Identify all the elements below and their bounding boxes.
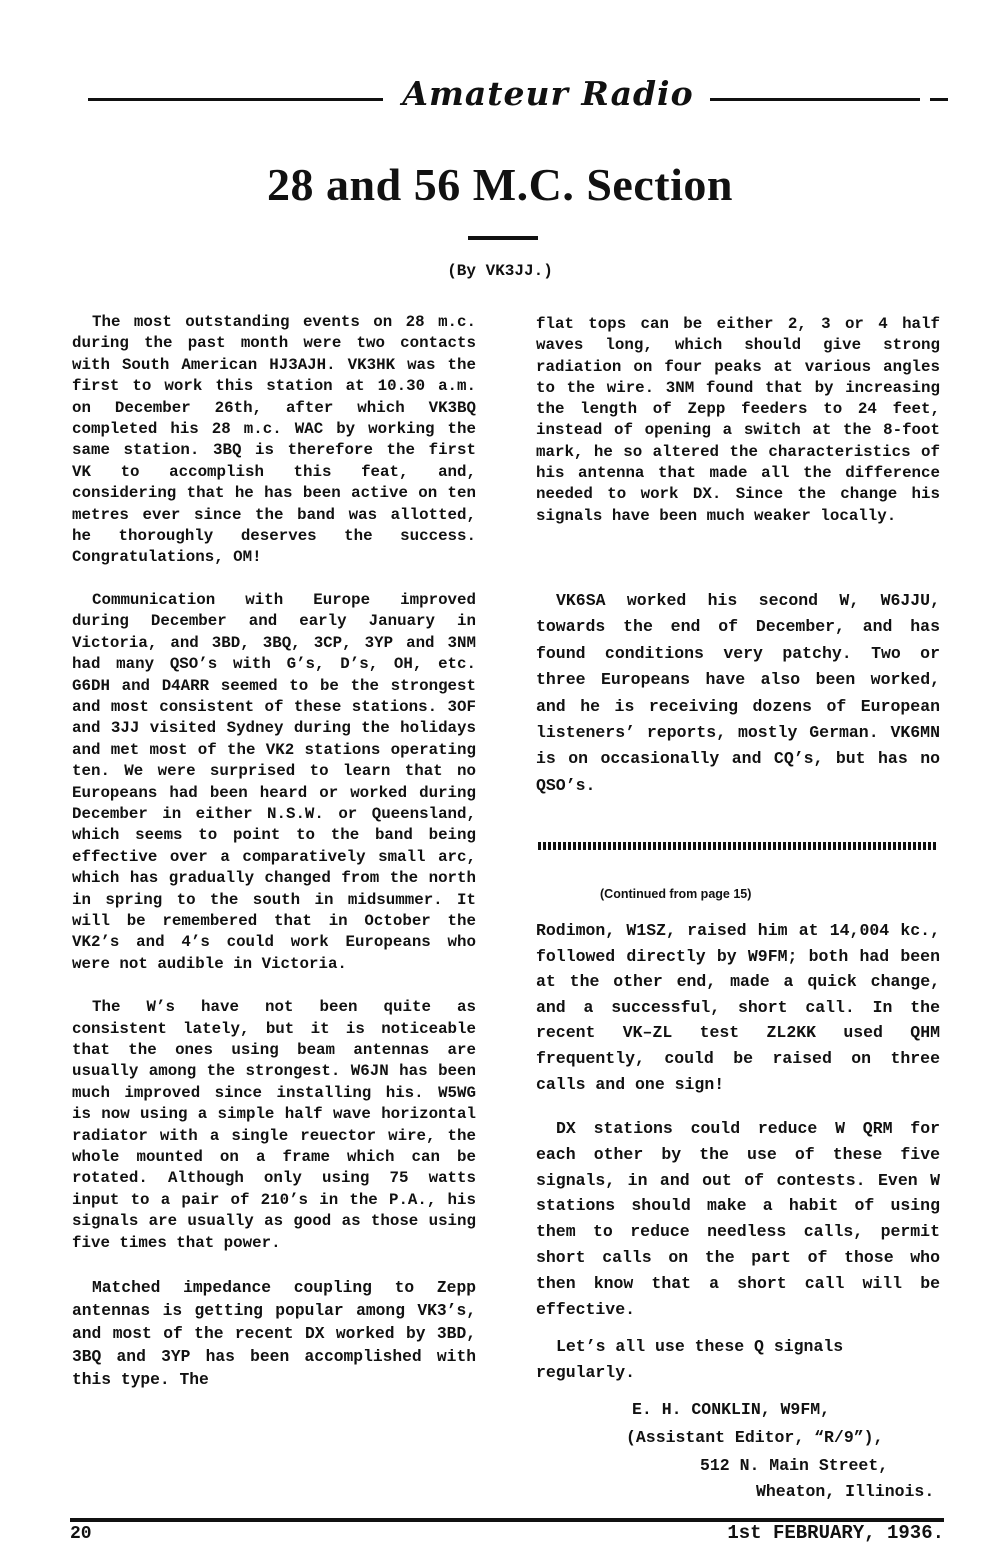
paragraph-left-2: Communication with Europe improved during December and early January in Victoria, and 3BD, 3BQ, 3CP, 3YP and 3NM had many QSO’s with G’s, D’s, OH, etc. G6DH and D4ARR seemed to be the strongest and most consistent of these stations. 3OF and 3JJ visited Sydney during the holidays and met most of the VK2 stations operating ten. We were surprised to learn that no Europeans had been heard or worked during December in either N.S.W. or Queensland, which seems to point to the band being effective over a comparatively small arc, which has gradually changed from the north in spring to the south in midsummer. It will be remembered that in October the VK2’s and 4’s could work Europeans who were not audible in Victoria.: [72, 590, 476, 973]
continued-paragraph-3: Let’s all use these Q signals regularly.: [536, 1337, 844, 1382]
continued-label: (Continued from page 15): [600, 887, 752, 901]
title-divider: [468, 236, 538, 240]
article-title: 28 and 56 M.C. Section: [267, 159, 733, 210]
paragraph-left-4: Matched impedance coupling to Zepp antennas is getting popular among VK3’s, and most of the recent DX worked by 3BD, 3BQ and 3YP has been accomplished with this type. The: [72, 1278, 476, 1390]
signature-name: E. H. CONKLIN, W9FM,: [632, 1400, 831, 1419]
article-byline: (By VK3JJ.): [447, 262, 553, 280]
issue-date: 1st FEBRUARY, 1936.: [727, 1522, 944, 1544]
page-number: 20: [70, 1524, 92, 1544]
signature-role: (Assistant Editor, “R/9”),: [626, 1428, 884, 1447]
masthead-rule-gap: [920, 96, 930, 103]
signature-city: Wheaton, Illinois.: [756, 1482, 935, 1501]
masthead-title: Amateur Radio: [402, 74, 694, 113]
right-column-top: [536, 314, 940, 527]
continued-paragraph-2: DX stations could reduce W QRM for each other by the use of these five signals, in and out of contests. Even W stations should make a habit of using them to reduce needless calls, permit short calls on the part of those who then know that a short call will be effective.: [536, 1119, 940, 1319]
dotted-separator: [538, 842, 938, 850]
masthead: [88, 72, 948, 122]
paragraph-right-1: flat tops can be either 2, 3 or 4 half waves long, which should give strong radiation on four peaks at various angles to the wire. 3NM found that by increasing the length of Zepp feeders to 24 feet, instead of opening a switch at the 8-foot mark, he so altered the characteristics of his antenna that made all the difference needed to work DX. Since the change his signals have been much weaker locally.: [536, 315, 940, 525]
signature-street: 512 N. Main Street,: [700, 1456, 889, 1475]
paragraph-right-2: VK6SA worked his second W, W6JJU, towards the end of December, and has found conditions very patchy. Two or three Europeans have also been worked, and he is receiving dozens of European listeners’ reports, mostly German. VK6MN is on occasionally and CQ’s, but has no QSO’s.: [536, 591, 940, 795]
left-column: [72, 312, 476, 1391]
continued-paragraph-1: Rodimon, W1SZ, raised him at 14,004 kc., followed directly by W9FM; both had been at the other end, made a quick change, and a successful, short call. In the recent VK–ZL test ZL2KK used QHM frequently, could be raised on three calls and one sign!: [536, 921, 940, 1094]
paragraph-left-1: The most outstanding events on 28 m.c. during the past month were two contacts with South American HJ3AJH. VK3HK was the first to work this station at 10.30 a.m. on December 26th, after which VK3BQ completed his 28 m.c. WAC by working the same station. 3BQ is therefore the first VK to accomplish this feat, and, considering that he has been active on ten metres ever since the band was allotted, he thoroughly deserves the success. Congratulations, OM!: [72, 313, 476, 567]
masthead-rule-left: [88, 98, 383, 101]
masthead-rule-right: [710, 98, 948, 101]
paragraph-left-3: The W’s have not been quite as consistent lately, but it is noticeable that the ones using beam antennas are usually among the strongest. W6JN has been much improved since installing his. W5WG is now using a simple half wave horizontal radiator with a single reuector wire, the whole mounted on a frame which can be rotated. Although only using 75 watts input to a pair of 210’s in the P.A., his signals are usually as good as those using five times that power.: [72, 998, 476, 1252]
